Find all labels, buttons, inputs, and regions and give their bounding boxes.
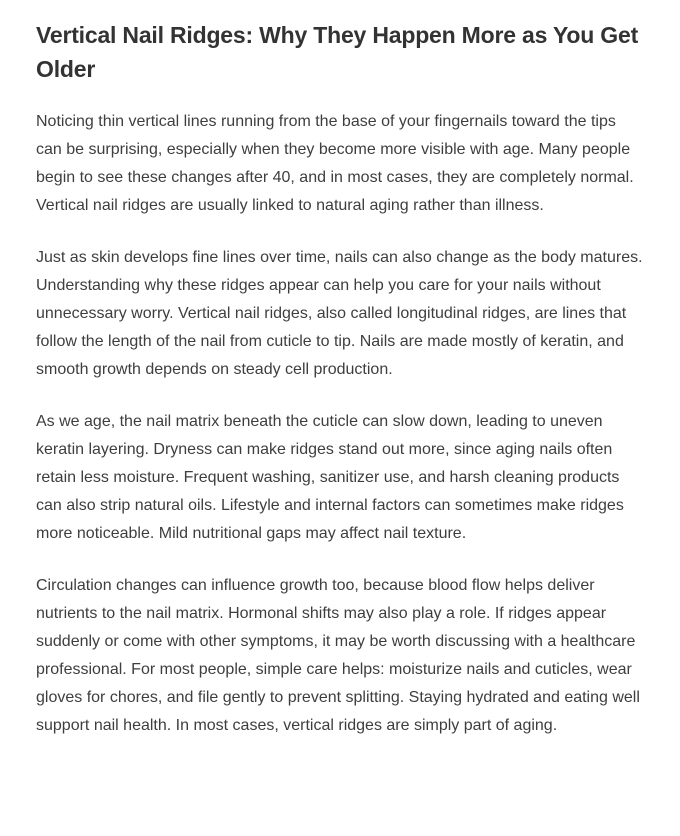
article-paragraph-4: Circulation changes can influence growth too, because blood flow helps deliver nutrients to the nail matrix. Hormonal shifts may also play a role. If ridges appear suddenly or come with other symptoms, it may be worth discussing with a healthcare professional. For most people, simple care helps: moisturize nails and cuticles, wear gloves for chores, and file gently to prevent splitting. Staying hydrated and eating well support nail health. In most cases, vertical ridges are simply part of aging. — [36, 577, 640, 734]
article-title: Vertical Nail Ridges: Why They Happen More as You Get Older — [36, 22, 639, 82]
article-paragraph-1: Noticing thin vertical lines running from the base of your fingernails toward the tips can be surprising, especially when they become more visible with age. Many people begin to see these changes after 40, and in most cases, they are completely normal. Vertical nail ridges are usually linked to natural aging rather than illness. — [36, 113, 634, 214]
article-paragraph-2: Just as skin develops fine lines over time, nails can also change as the body matures. Understanding why these ridges appear can help you care for your nails without unnecessary worry. Vertical nail ridges, also called longitudinal ridges, are lines that follow the length of the nail from cuticle to tip. Nails are made mostly of keratin, and smooth growth depends on steady cell production. — [36, 249, 643, 378]
article-paragraph-3: As we age, the nail matrix beneath the cuticle can slow down, leading to uneven keratin layering. Dryness can make ridges stand out more, since aging nails often retain less moisture. Frequent washing, sanitizer use, and harsh cleaning products can also strip natural oils. Lifestyle and internal factors can sometimes make ridges more noticeable. Mild nutritional gaps may affect nail texture. — [36, 413, 624, 542]
